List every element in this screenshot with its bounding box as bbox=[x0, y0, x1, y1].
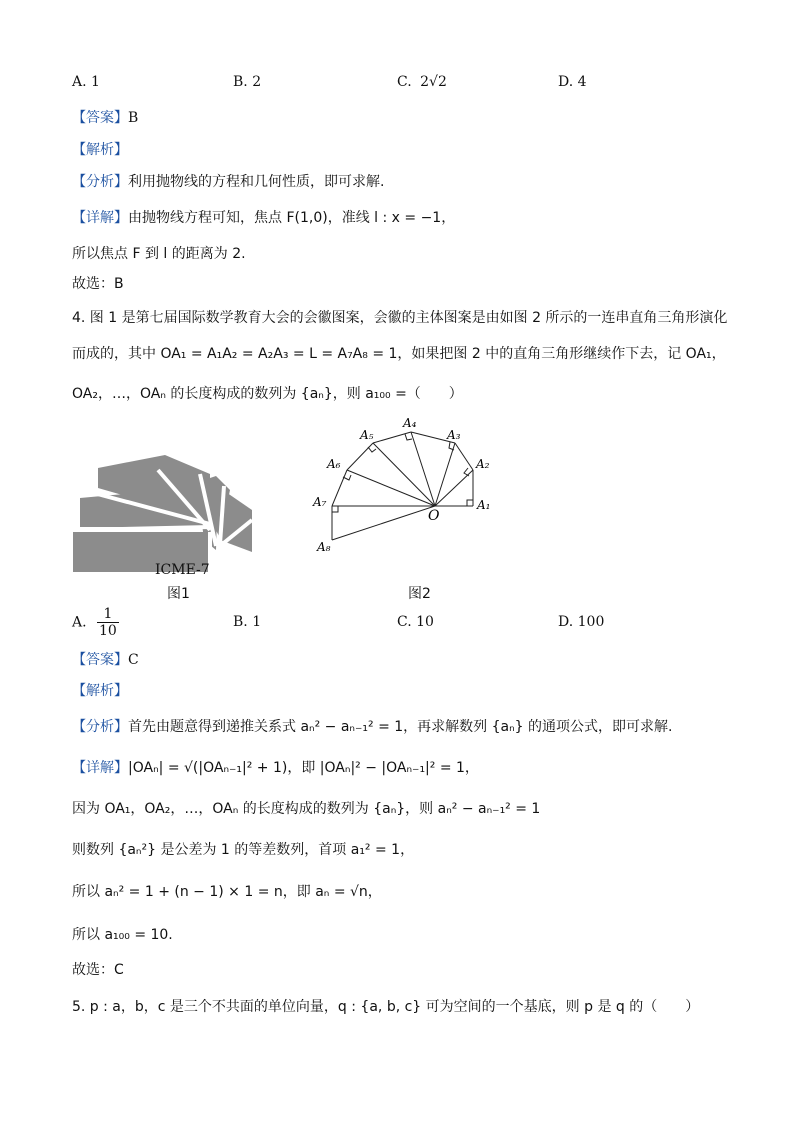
q4-line-5: 所以 a₁₀₀ = 10. bbox=[72, 927, 173, 943]
right-angle-A4 bbox=[405, 434, 412, 440]
q4-xiangjie bbox=[72, 758, 479, 778]
figure-1-caption: 图1 bbox=[167, 586, 190, 602]
q4-option-a-fraction bbox=[97, 606, 119, 639]
fenxi-tag: 【分析】 bbox=[72, 174, 128, 190]
label-O: O bbox=[428, 508, 440, 524]
segment-OA8 bbox=[332, 506, 435, 540]
answer-tag: 【答案】 bbox=[72, 652, 128, 668]
q3-option-b: B. 2 bbox=[233, 74, 262, 90]
q4-option-c: C. 10 bbox=[397, 614, 434, 630]
segment-A4A5 bbox=[373, 432, 411, 443]
fraction-numerator: 1 bbox=[97, 606, 119, 623]
q4-stem-line2: 而成的，其中 OA₁ = A₁A₂ = A₂A₃ = L = A₇A₈ = 1，如果把图 2 中的直角三角形继续作下去，记 OA₁， bbox=[72, 346, 726, 362]
xiangjie-text: |OAₙ| = √(|OAₙ₋₁|² + 1)，即 |OAₙ|² − |OAₙ₋₁|² = 1， bbox=[128, 760, 479, 776]
jiexi-tag: 【解析】 bbox=[72, 683, 128, 699]
q3-option-c bbox=[397, 72, 447, 92]
right-angle-A7 bbox=[332, 506, 338, 512]
figure-1-logo-text: ICME-7 bbox=[155, 562, 210, 578]
q4-guxuan: 故选：C bbox=[72, 962, 124, 978]
logo-gap-2 bbox=[76, 527, 210, 530]
q4-option-a bbox=[72, 606, 119, 639]
segment-A6A7 bbox=[332, 470, 347, 506]
q4-stem-line1: 4. 图 1 是第七届国际数学教育大会的会徽图案，会徽的主体图案是由如图 2 所示的一连串直角三角形演化 bbox=[72, 310, 728, 326]
xiangjie-tag: 【详解】 bbox=[72, 210, 128, 226]
segment-OA5 bbox=[373, 443, 435, 506]
q4-line-4: 所以 aₙ² = 1 + (n − 1) × 1 = n，即 aₙ = √n， bbox=[72, 884, 382, 900]
fraction-denominator: 10 bbox=[99, 623, 117, 639]
label-A3: A₃ bbox=[447, 428, 461, 442]
q5-stem-line1: 5. p : a，b，c 是三个不共面的单位向量，q : {a, b, c} 可为空间的一个基底，则 p 是 q 的（ ） bbox=[72, 999, 700, 1015]
answer-value: B bbox=[128, 110, 139, 126]
fenxi-text: 利用抛物线的方程和几何性质，即可求解. bbox=[128, 174, 385, 190]
q4-fenxi bbox=[72, 717, 672, 737]
label-A1: A₁ bbox=[477, 498, 491, 512]
label-A4: A₄ bbox=[403, 416, 417, 430]
jiexi-tag: 【解析】 bbox=[72, 142, 128, 158]
q4-line-2: 因为 OA₁，OA₂，…，OAₙ 的长度构成的数列为 {aₙ}，则 aₙ² − aₙ₋₁² = 1 bbox=[72, 801, 541, 817]
q4-option-d: D. 100 bbox=[558, 614, 605, 630]
q4-stem-line3: OA₂，…，OAₙ 的长度构成的数列为 {aₙ}，则 a₁₀₀ =（ ） bbox=[72, 386, 463, 402]
segment-A2A3 bbox=[455, 443, 473, 470]
figure-2-caption: 图2 bbox=[408, 586, 431, 602]
q4-option-b: B. 1 bbox=[233, 614, 262, 630]
answer-value: C bbox=[128, 652, 139, 668]
label-A7: A₇ bbox=[313, 495, 327, 509]
q3-option-d: D. 4 bbox=[558, 74, 587, 90]
q4-option-a-prefix: A. bbox=[72, 614, 87, 631]
q3-option-c-value: 2√2 bbox=[420, 74, 447, 90]
q3-xiangjie bbox=[72, 208, 455, 228]
label-A6: A₆ bbox=[327, 457, 341, 471]
label-A8: A₈ bbox=[317, 540, 331, 554]
q3-jiexi bbox=[72, 140, 128, 160]
label-A5: A₅ bbox=[360, 428, 374, 442]
q3-option-a: A. 1 bbox=[72, 74, 100, 90]
label-A2: A₂ bbox=[476, 457, 490, 471]
q3-guxuan: 故选：B bbox=[72, 276, 124, 292]
segment-A5A6 bbox=[347, 443, 373, 470]
fenxi-tag: 【分析】 bbox=[72, 719, 128, 735]
xiangjie-tag: 【详解】 bbox=[72, 760, 128, 776]
q3-answer bbox=[72, 108, 138, 128]
segment-OA4 bbox=[411, 432, 435, 506]
q4-answer bbox=[72, 650, 139, 670]
q4-line-3: 则数列 {aₙ²} 是公差为 1 的等差数列，首项 a₁² = 1， bbox=[72, 842, 415, 858]
q4-jiexi bbox=[72, 681, 128, 701]
fenxi-text: 首先由题意得到递推关系式 aₙ² − aₙ₋₁² = 1，再求解数列 {aₙ} 的通项公式，即可求解. bbox=[128, 719, 673, 735]
figure-2-spiral bbox=[305, 410, 515, 560]
answer-tag: 【答案】 bbox=[72, 110, 128, 126]
xiangjie-text: 由抛物线方程可知，焦点 F(1,0)，准线 l : x = −1， bbox=[128, 210, 456, 226]
right-angle-A1 bbox=[467, 500, 473, 506]
segment-OA6 bbox=[347, 470, 435, 506]
q3-fenxi bbox=[72, 172, 384, 192]
q3-line2: 所以焦点 F 到 l 的距离为 2. bbox=[72, 246, 246, 262]
right-angle-A5 bbox=[368, 447, 376, 452]
q3-option-c-prefix: C. bbox=[397, 74, 412, 90]
